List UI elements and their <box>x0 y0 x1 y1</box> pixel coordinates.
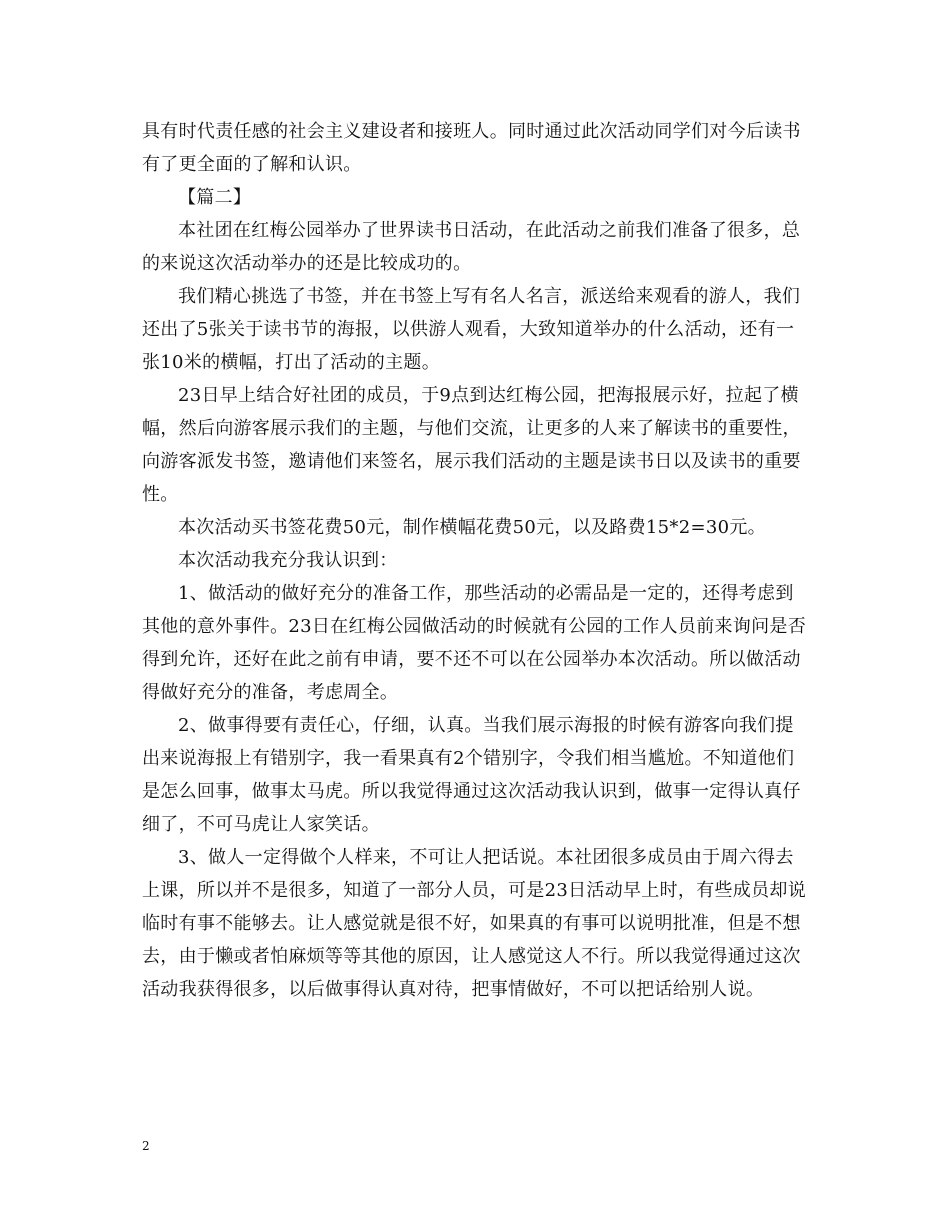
paragraph-event-day: 23日早上结合好社团的成员，于9点到达红梅公园，把海报展示好，拉起了横幅，然后向游客展示我们的主题，与他们交流，让更多的人来了解读书的重要性，向游客派发书签，邀请他们来签名，展示我们活动的主题是读书日以及读书的重要性。 <box>142 385 801 505</box>
paragraph-lesson-3: 3、做人一定得做个人样来，不可让人把话说。本社团很多成员由于周六得去上课，所以并不是很多，知道了一部分人员，可是23日活动早上时，有些成员却说临时有事不能够去。让人感觉就是很不好，如果真的有事可以说明批准，但是不想去，由于懒或者怕麻烦等等其他的原因，让人感觉这人不行。所以我觉得通过这次活动我获得很多，以后做事得认真对待，把事情做好，不可以把话给别人说。 <box>142 847 807 1000</box>
paragraph-lessons-intro: 本次活动我充分我认识到： <box>178 550 398 571</box>
paragraph-continuation: 具有时代责任感的社会主义建设者和接班人。同时通过此次活动同学们对今后读书有了更全面的了解和认识。 <box>142 121 801 175</box>
paragraph-lesson-1: 1、做活动的做好充分的准备工作，那些活动的必需品是一定的，还得考虑到其他的意外事件。23日在红梅公园做活动的时候就有公园的工作人员前来询问是否得到允许，还好在此之前有申请，要不还不可以在公园举办本次活动。所以做活动得做好充分的准备，考虑周全。 <box>142 583 807 703</box>
paragraph-intro: 本社团在红梅公园举办了世界读书日活动，在此活动之前我们准备了很多，总的来说这次活动举办的还是比较成功的。 <box>142 220 801 274</box>
paragraph-preparation: 我们精心挑选了书签，并在书签上写有名人名言，派送给来观看的游人，我们还出了5张关于读书节的海报，以供游人观看，大致知道举办的什么活动，还有一张10米的横幅，打出了活动的主题。 <box>142 286 801 373</box>
paragraph-lesson-2: 2、做事得要有责任心，仔细，认真。当我们展示海报的时候有游客向我们提出来说海报上有错别字，我一看果真有2个错别字，令我们相当尴尬。不知道他们是怎么回事，做事太马虎。所以我觉得通过这次活动我认识到，做事一定得认真仔细了，不可马虎让人家笑话。 <box>142 715 801 835</box>
section-heading: 【篇二】 <box>178 187 252 208</box>
page-number: 2 <box>142 1139 150 1153</box>
document-body <box>142 115 810 1006</box>
paragraph-costs: 本次活动买书签花费50元，制作横幅花费50元，以及路费15*2=30元。 <box>178 517 766 538</box>
